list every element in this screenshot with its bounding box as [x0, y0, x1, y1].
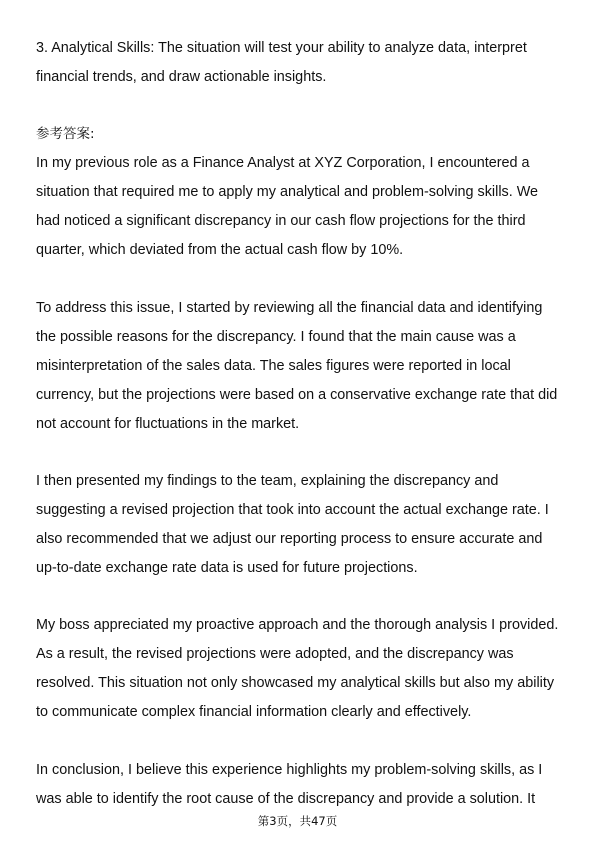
text-line: In my previous role as a Finance Analyst at XYZ Corporation, I encountered a	[36, 155, 530, 171]
text-line: To address this issue, I started by reviewing all the financial data and identifying	[36, 300, 543, 316]
text-line: As a result, the revised projections were adopted, and the discrepancy was	[36, 646, 514, 662]
reference-answer-heading: 参考答案:	[36, 126, 95, 142]
text-line: resolved. This situation not only showcased my analytical skills but also my ability	[36, 675, 555, 691]
text-line: My boss appreciated my proactive approach and the thorough analysis I provided.	[36, 617, 559, 633]
text-line: I then presented my findings to the team, explaining the discrepancy and	[36, 473, 499, 489]
text-line: up-to-date exchange rate data is used for future projections.	[36, 560, 418, 576]
page-number: 第3页，共47页	[257, 814, 338, 828]
text-line: had noticed a significant discrepancy in our cash flow projections for the third	[36, 213, 526, 229]
text-line: also recommended that we adjust our reporting process to ensure accurate and	[36, 531, 543, 547]
text-line: to communicate complex financial information clearly and effectively.	[36, 704, 472, 720]
text-line: not account for fluctuations in the market.	[36, 416, 300, 432]
text-line: 3. Analytical Skills: The situation will test your ability to analyze data, interpret	[36, 40, 527, 56]
text-line: financial trends, and draw actionable insights.	[36, 69, 327, 85]
text-line: situation that required me to apply my analytical and problem-solving skills. We	[36, 184, 539, 200]
text-line: was able to identify the root cause of the discrepancy and provide a solution. It	[36, 791, 536, 807]
text-line: quarter, which deviated from the actual cash flow by 10%.	[36, 242, 404, 258]
text-line: the possible reasons for the discrepancy. I found that the main cause was a	[36, 329, 516, 345]
text-line: currency, but the projections were based on a conservative exchange rate that did	[36, 387, 558, 403]
text-line: misinterpretation of the sales data. The sales figures were reported in local	[36, 358, 511, 374]
text-line: suggesting a revised projection that took into account the actual exchange rate. I	[36, 502, 549, 518]
text-line: In conclusion, I believe this experience highlights my problem-solving skills, as I	[36, 762, 543, 778]
